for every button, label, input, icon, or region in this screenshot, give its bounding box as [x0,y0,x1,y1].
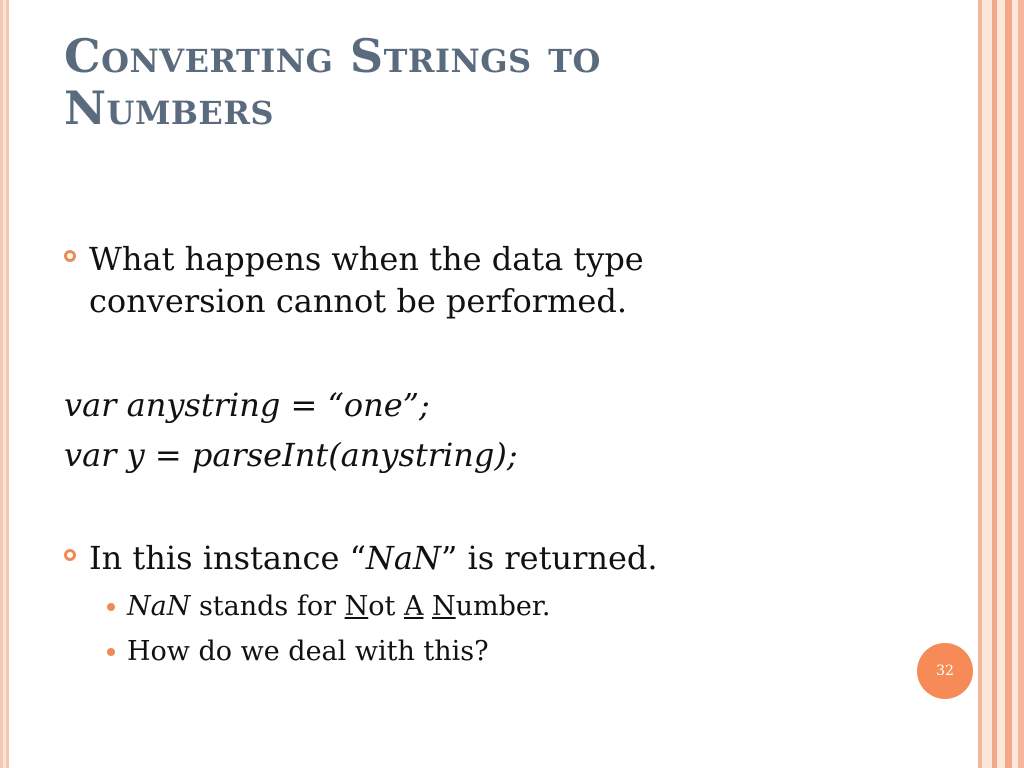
sub1-ot: ot [368,591,404,622]
sub-bullet-text [127,591,550,623]
code-line-2: var y = parseInt(anystring); [64,436,518,474]
sub1-umber: umber. [455,591,551,622]
sub1-nan: NaN [127,591,191,622]
bullet2-nan: NaN [365,539,441,577]
title-line-2: Numbers [64,81,275,135]
bullet2-prefix: In this instance “ [89,539,366,577]
left-decorative-stripe [0,0,9,768]
ring-bullet-icon [64,549,76,561]
bullet-text [89,537,658,579]
page-number-badge: 32 [917,643,973,699]
sub1-letter-a: A [403,591,424,622]
dot-bullet-icon [107,603,115,611]
bullet2-suffix: ” is returned. [441,539,658,577]
bullet1-line1: What happens when the data type [89,240,644,278]
sub1-stands-for: stands for [190,591,345,622]
bullet-nan-returned [64,537,658,579]
dot-bullet-icon [107,648,115,656]
sub1-letter-n: N [344,591,369,622]
slide-title [64,30,944,134]
ring-bullet-icon [64,250,76,262]
sub-bullet-how-deal [107,636,489,668]
code-line-1: var anystring = “one”; [64,386,430,424]
sub1-letter-n2: N [432,591,456,622]
bullet-what-happens [64,238,644,322]
title-line-1: Converting Strings to [64,29,601,83]
bullet-text [89,238,644,322]
bullet1-line2: conversion cannot be performed. [89,282,627,320]
sub-bullet-text: How do we deal with this? [127,636,489,667]
sub1-space [423,591,432,622]
right-decorative-stripes [978,0,1024,768]
sub-bullet-nan-meaning [107,591,550,623]
